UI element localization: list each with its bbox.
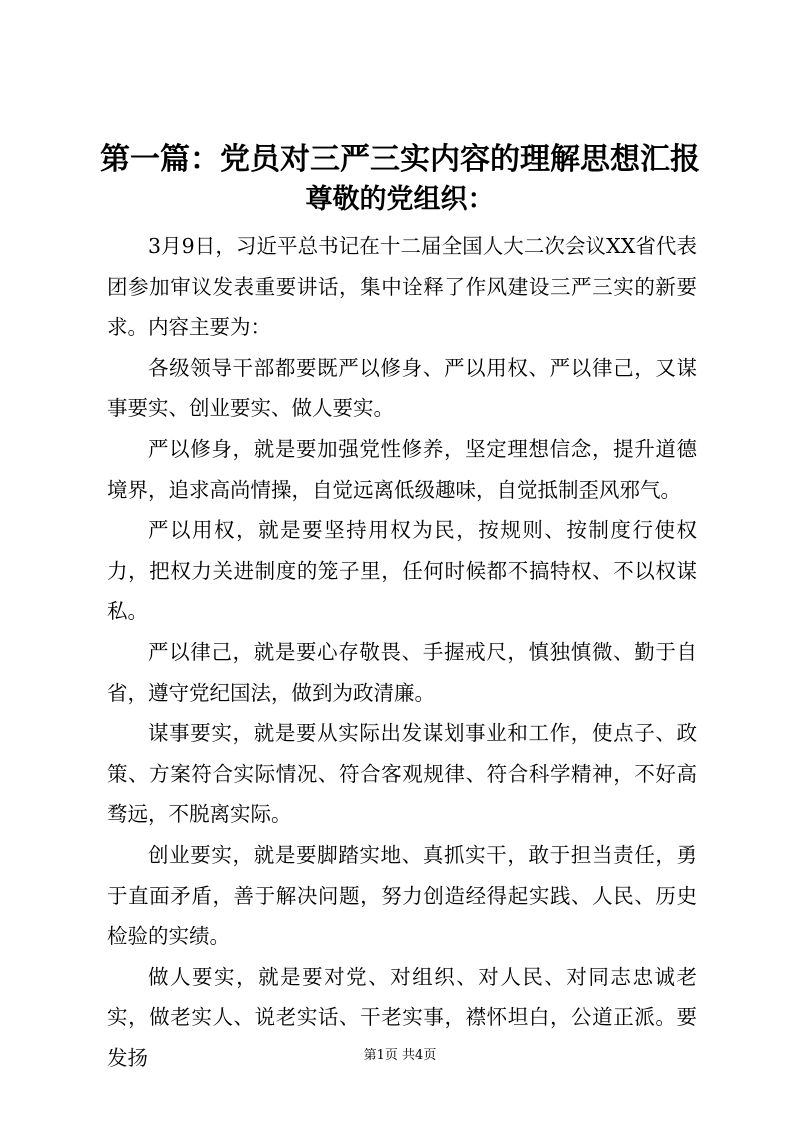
page-footer: 第1页 共4页	[363, 1048, 437, 1063]
document-body	[107, 226, 697, 1078]
document-title: 第一篇：党员对三严三实内容的理解思想汇报	[100, 142, 700, 177]
paragraph: 创业要实，就是要脚踏实地、真抓实干，敢于担当责任，勇于直面矛盾，善于解决问题，努力创造经得起实践、人民、历史检验的实绩。	[107, 842, 697, 949]
salutation: 尊敬的党组织：	[305, 184, 495, 215]
paragraph: 谋事要实，就是要从实际出发谋划事业和工作，使点子、政策、方案符合实际情况、符合客观规律、符合科学精神，不好高骛远，不脱离实际。	[107, 721, 697, 827]
paragraph: 3月9日，习近平总书记在十二届全国人大二次会议XX省代表团参加审议发表重要讲话，集中诠释了作风建设三严三实的新要求。内容主要为：	[107, 234, 697, 340]
paragraph: 严以用权，就是要坚持用权为民，按规则、按制度行使权力，把权力关进制度的笼子里，任何时候都不搞特权、不以权谋私。	[107, 518, 697, 624]
paragraph: 严以修身，就是要加强党性修养，坚定理想信念，提升道德境界，追求高尚情操，自觉远离低级趣味，自觉抵制歪风邪气。	[107, 436, 697, 502]
paragraph: 严以律己，就是要心存敬畏、手握戒尺，慎独慎微、勤于自省，遵守党纪国法，做到为政清廉。	[107, 639, 697, 705]
paragraph: 各级领导干部都要既严以修身、严以用权、严以律己，又谋事要实、创业要实、做人要实。	[107, 355, 697, 421]
paragraph: 做人要实，就是要对党、对组织、对人民、对同志忠诚老实，做老实人、说老实话、干老实事，襟怀坦白，公道正派。要发扬	[107, 964, 697, 1070]
